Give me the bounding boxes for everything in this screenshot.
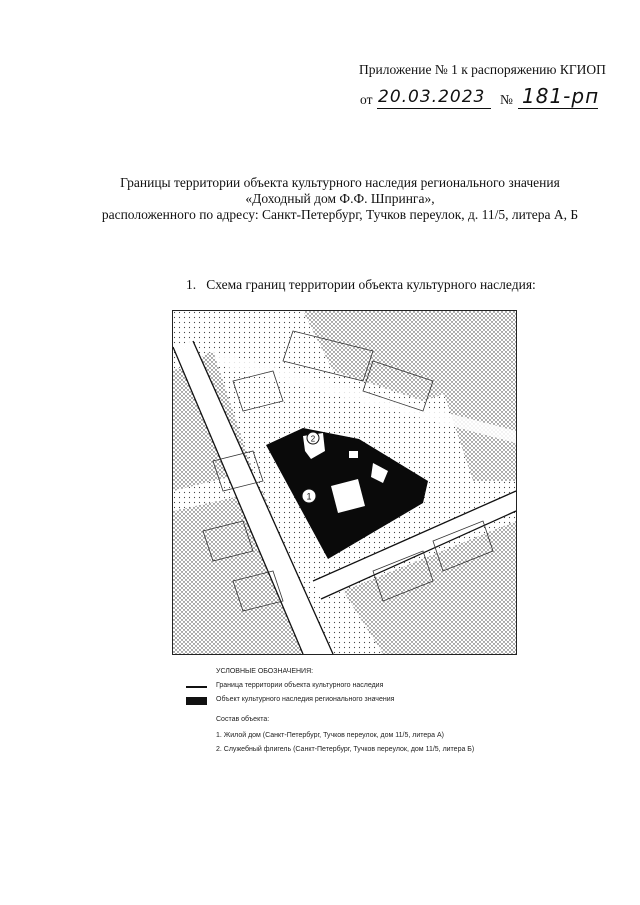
section-text: Схема границ территории объекта культурного наследия: [206, 277, 536, 292]
date-prefix: от [360, 92, 373, 107]
order-reference [360, 84, 600, 114]
document-title [40, 175, 640, 223]
marker-2 [307, 432, 319, 444]
courtyard-small [349, 451, 358, 458]
date-underline [377, 108, 491, 109]
marker-2-label: 2 [310, 434, 316, 444]
territory-map [172, 310, 517, 655]
number-prefix: № [500, 92, 513, 107]
annex-label: Приложение № 1 к распоряжению КГИОП [359, 62, 606, 77]
section-number: 1. [186, 277, 197, 292]
map-drawing [173, 311, 516, 654]
title-line-2: «Доходный дом Ф.Ф. Шпринга», [245, 191, 435, 206]
legend-item-2: 2. Служебный флигель (Санкт-Петербург, Тучков переулок, дом 11/5, литера Б) [216, 746, 475, 753]
legend-composition-heading: Состав объекта: [216, 716, 270, 723]
marker-1-label: 1 [306, 491, 312, 502]
order-date: 20.03.2023 [378, 87, 486, 107]
section-heading [186, 277, 536, 293]
legend-object-label: Объект культурного наследия регионального значения [216, 696, 395, 703]
number-underline [518, 108, 598, 109]
legend-heading: УСЛОВНЫЕ ОБОЗНАЧЕНИЯ: [216, 668, 314, 675]
title-line-3: расположенного по адресу: Санкт-Петербург, Тучков переулок, д. 11/5, литера А, Б [101, 207, 579, 222]
marker-1 [302, 489, 316, 503]
legend-item-1: 1. Жилой дом (Санкт-Петербург, Тучков переулок, дом 11/5, литера А) [216, 732, 445, 739]
order-number: 181-рп [522, 84, 600, 108]
title-line-1: Границы территории объекта культурного наследия регионального значения [120, 175, 560, 190]
legend-boundary-label: Граница территории объекта культурного наследия [216, 682, 384, 689]
boundary-line-symbol [186, 686, 207, 688]
heritage-object-symbol [186, 697, 207, 705]
